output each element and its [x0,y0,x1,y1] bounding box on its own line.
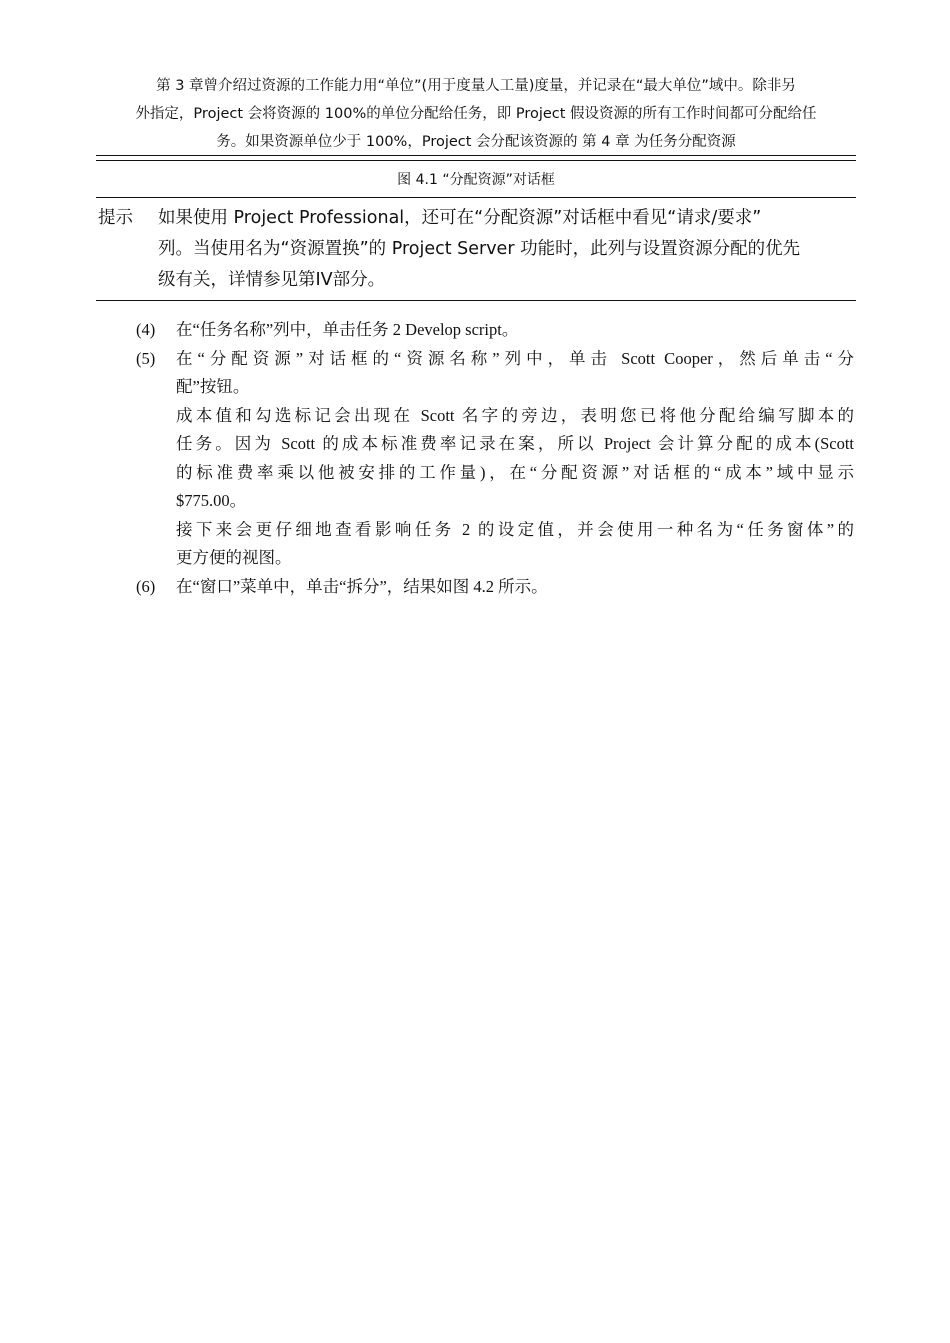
figure-caption: 图 4.1 “分配资源”对话框 [397,172,555,188]
step-line: $775.00。 [176,491,247,510]
header-line: 外指定，Project 会将资源的 100%的单位分配给任务，即 Project 假设资源的所有工作时间都可分配给任 [135,106,817,122]
page-header-text [96,72,856,156]
header-line: 务。如果资源单位少于 100%，Project 会分配该资源的 第 4 章 为任务分配资源 [216,134,736,150]
step-list [136,316,856,601]
note-top-rule [96,197,856,198]
step-line: 配”按钮。 [176,377,250,396]
note-line: 级有关，详情参见第IV部分。 [158,270,386,290]
step-number: (4) [136,320,156,339]
step-line: 更方便的视图。 [176,548,292,567]
note-body [158,203,854,296]
step-line: 任务。因为 Scott 的成本标准费率记录在案，所以 Project 会计算分配的成本(Scott [176,434,854,453]
step-line: 在“任务名称”列中，单击任务 2 Develop script。 [176,320,519,339]
note-label: 提示 [98,208,133,228]
step-line: 在“分配资源”对话框的“资源名称”列中，单击 Scott Cooper，然后单击“分 [176,348,854,368]
note-line: 如果使用 Project Professional，还可在“分配资源”对话框中看见“请求/要求” [158,208,762,228]
note-bottom-rule [96,300,856,301]
step-item-6 [136,573,856,602]
step-line: 接下来会更仔细地查看影响任务 2 的设定值，并会使用一种名为“任务窗体”的 [176,519,854,539]
step-line: 的标准费率乘以他被安排的工作量)，在“分配资源”对话框的“成本”域中显示 [176,462,854,482]
step-number: (6) [136,576,156,596]
header-double-rule [96,155,856,161]
step-line: 成本值和勾选标记会出现在 Scott 名字的旁边，表明您已将他分配给编写脚本的 [176,405,854,425]
step-number: (5) [136,348,156,368]
header-line: 第 3 章曾介绍过资源的工作能力用“单位”(用于度量人工量)度量，并记录在“最大单位”域中。除非另 [156,78,796,94]
note-line: 列。当使用名为“资源置换”的 Project Server 功能时，此列与设置资源分配的优先 [158,239,801,259]
step-line: 在“窗口”菜单中，单击“拆分”，结果如图 4.2 所示。 [176,576,548,596]
step-item-5 [136,345,856,573]
step-item-4 [136,316,856,345]
